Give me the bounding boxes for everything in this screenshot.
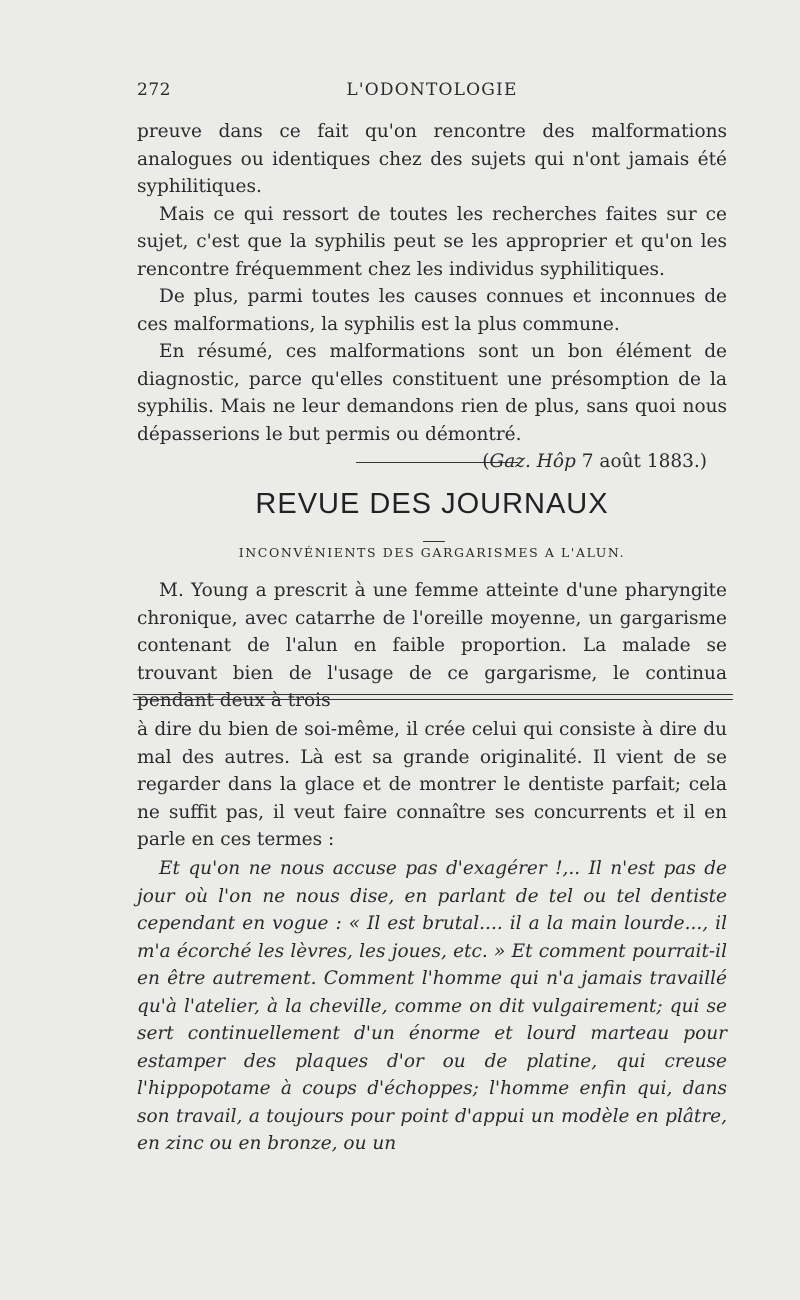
citation: (Gaz. Hôp 7 août 1883.) [482, 451, 707, 472]
citation-date: 7 août 1883. [581, 451, 700, 472]
page-number: 272 [137, 80, 171, 100]
paragraph: En résumé, ces malformations sont un bon élément de diagnostic, parce qu'elles constituent une présomption de la syphilis. Mais ne leur demandons rien de plus, sans quoi nous dépasserions le but permis ou démontré. [137, 341, 727, 445]
page-header [137, 80, 727, 104]
paragraph: à dire du bien de soi-même, il crée celui qui consiste à dire du mal des autres. Là est sa grande originalité. Il vient de se regarder dans la glace et de montrer le dentiste parfait; cela ne suffit pas, il veut faire connaître ses concurrents et il en parle en ces termes : [137, 719, 727, 850]
paragraph: Mais ce qui ressort de toutes les recherches faites sur ce sujet, c'est que la syphilis peut se les approprier et qu'on les rencontre fréquemment chez les individus syphilitiques. [137, 203, 727, 280]
italic-paragraph: Et qu'on ne nous accuse pas d'exagérer !,.. Il n'est pas de jour où l'on ne nous dise, en parlant de tel ou tel dentiste cependant en vogue : « Il est brutal.... il a la main lourde..., il m'a écorché les lèvres, les joues, etc. » Et comment pourrait-il en être autrement. Comment l'homme qui n'a jamais travaillé qu'à l'atelier, à la cheville, comme on dit vulgairement; qui se sert continuellement d'un énorme et lourd marteau pour estamper des plaques d'or ou de platine, qui creuse l'hippopotame à coups d'échoppes; l'homme enfin qui, dans son travail, a toujours pour point d'appui un modèle en plâtre, en zinc ou en bronze, ou un [137, 858, 727, 1154]
article-subtitle: INCONVÉNIENTS DES GARGARISMES A L'ALUN. [238, 545, 626, 560]
paragraph: M. Young a prescrit à une femme atteinte d'une pharyngite chronique, avec catarrhe de l'oreille moyenne, un gargarisme contenant de l'alun en faible proportion. La malade se trouvant bien de l'usage de ce gargarisme, le continua pendant deux à trois [137, 580, 727, 711]
quoted-text-block [137, 855, 727, 1158]
citation-source: Gaz. Hôp [489, 451, 576, 472]
paragraph: preuve dans ce fait qu'on rencontre des malformations analogues ou identiques chez des sujets qui n'ont jamais été syphilitiques. [137, 121, 727, 197]
section-divider [356, 462, 518, 463]
lower-text-block [137, 716, 727, 854]
running-title: L'ODONTOLOGIE [346, 80, 518, 100]
top-text-block [137, 118, 727, 476]
title-dash [423, 541, 445, 542]
double-rule-divider [133, 694, 733, 700]
section-title: REVUE DES JOURNAUX [255, 488, 609, 520]
paragraph: De plus, parmi toutes les causes connues et inconnues de ces malformations, la syphilis est la plus commune. [137, 286, 727, 335]
